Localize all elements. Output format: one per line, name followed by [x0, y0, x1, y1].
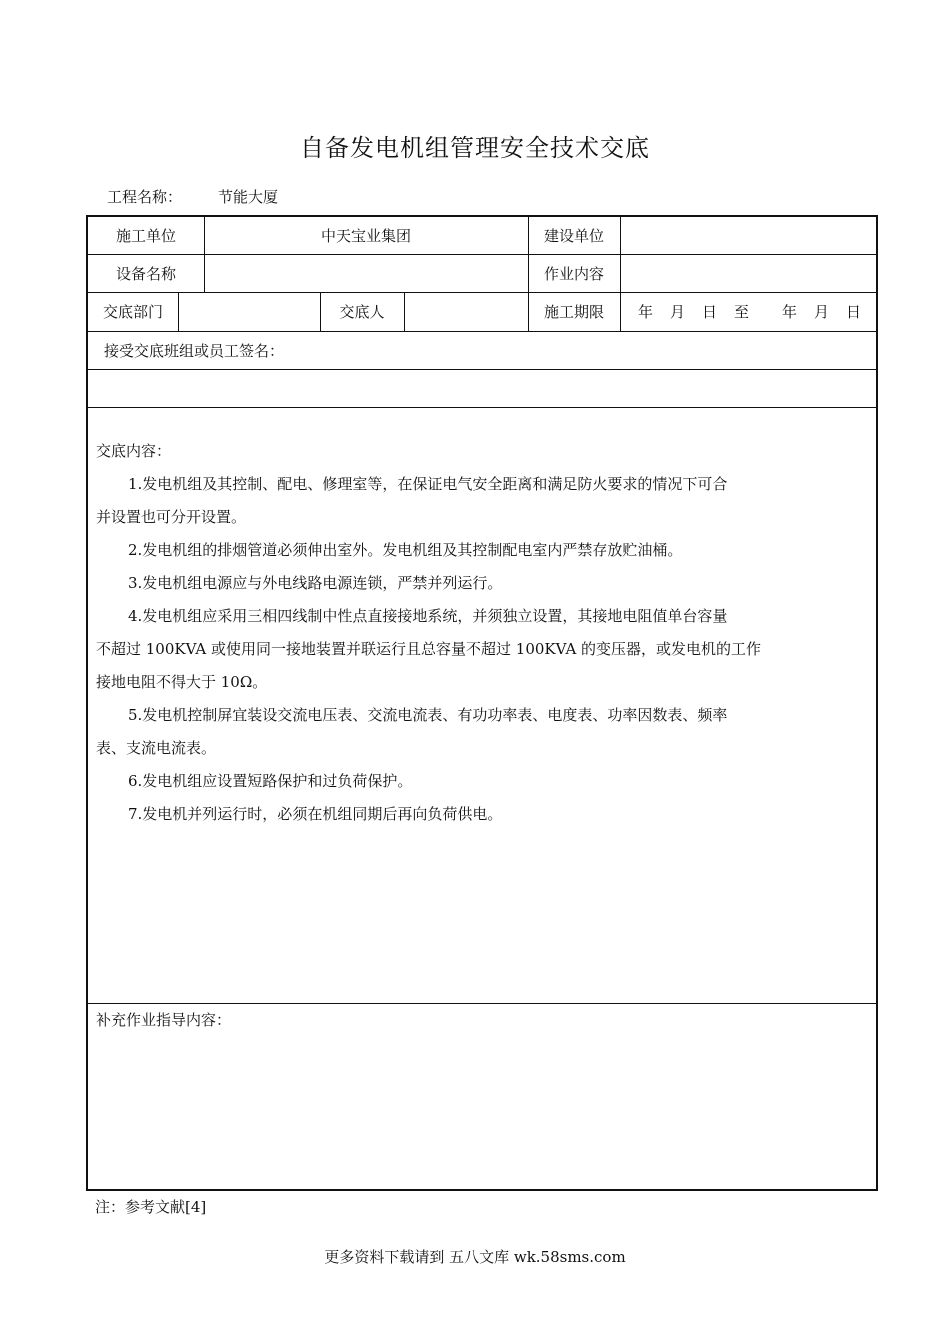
content-line: 3.发电机组电源应与外电线路电源连锁，严禁并列运行。 — [128, 574, 503, 592]
construction-unit-value: 中天宝业集团 — [320, 227, 411, 245]
content-line: 2.发电机组的排烟管道必须伸出室外。发电机组及其控制配电室内严禁存放贮油桶。 — [128, 541, 683, 559]
person-value — [404, 292, 528, 331]
project-label: 工程名称： — [107, 188, 183, 206]
period-year-from: 年 — [638, 303, 654, 321]
content-line: 7.发电机并列运行时，必须在机组同期后再向负荷供电。 — [128, 805, 503, 823]
period-year-to: 年 — [782, 303, 798, 321]
equipment-value — [204, 254, 528, 292]
period-label: 施工期限 — [543, 303, 604, 321]
equipment-label: 设备名称 — [115, 264, 176, 283]
document-title: 自备发电机组管理安全技术交底 — [300, 134, 650, 162]
content-line: 4.发电机组应采用三相四线制中性点直接接地系统，并须独立设置，其接地电阻值单台容量 — [128, 607, 728, 625]
reference-note: 注：参考文献[4] — [95, 1198, 207, 1216]
disclosure-table — [86, 215, 878, 1191]
content-label: 交底内容： — [96, 442, 172, 460]
construction-unit-label: 施工单位 — [115, 227, 176, 245]
work-content-label: 作业内容 — [543, 264, 604, 283]
owner-unit-value — [620, 217, 876, 254]
content-line: 6.发电机组应设置短路保护和过负荷保护。 — [128, 772, 413, 790]
content-line: 1.发电机组及其控制、配电、修理室等，在保证电气安全距离和满足防火要求的情况下可合 — [128, 475, 728, 493]
period-day-to: 日 — [846, 303, 862, 321]
person-label: 交底人 — [339, 303, 385, 321]
dept-label: 交底部门 — [102, 303, 163, 321]
period-to: 至 — [734, 303, 750, 321]
supplement-label: 补充作业指导内容： — [96, 1011, 232, 1029]
content-line: 表、支流电流表。 — [96, 739, 217, 757]
period-month-from: 月 — [670, 303, 686, 321]
project-line — [107, 186, 278, 207]
period-day-from: 日 — [702, 303, 718, 321]
project-value: 节能大厦 — [218, 188, 279, 206]
content-line: 并设置也可分开设置。 — [96, 508, 247, 526]
period-month-to: 月 — [814, 303, 830, 321]
footer-text: 更多资料下载请到 五八文库 wk.58sms.com — [324, 1248, 626, 1266]
dept-value — [178, 292, 320, 331]
period-value — [638, 292, 876, 331]
content-line: 5.发电机控制屏宜装设交流电压表、交流电流表、有功功率表、电度表、功率因数表、频率 — [128, 706, 728, 724]
work-content-value — [620, 254, 876, 292]
owner-unit-label: 建设单位 — [543, 227, 604, 245]
content-line: 不超过 100KVA 或使用同一接地装置并联运行且总容量不超过 100KVA 的变压器，或发电机的工作 — [96, 640, 762, 658]
sign-label: 接受交底班组或员工签名： — [104, 341, 285, 360]
disclosure-content — [96, 435, 786, 831]
content-line: 接地电阻不得大于 10Ω。 — [96, 673, 268, 691]
